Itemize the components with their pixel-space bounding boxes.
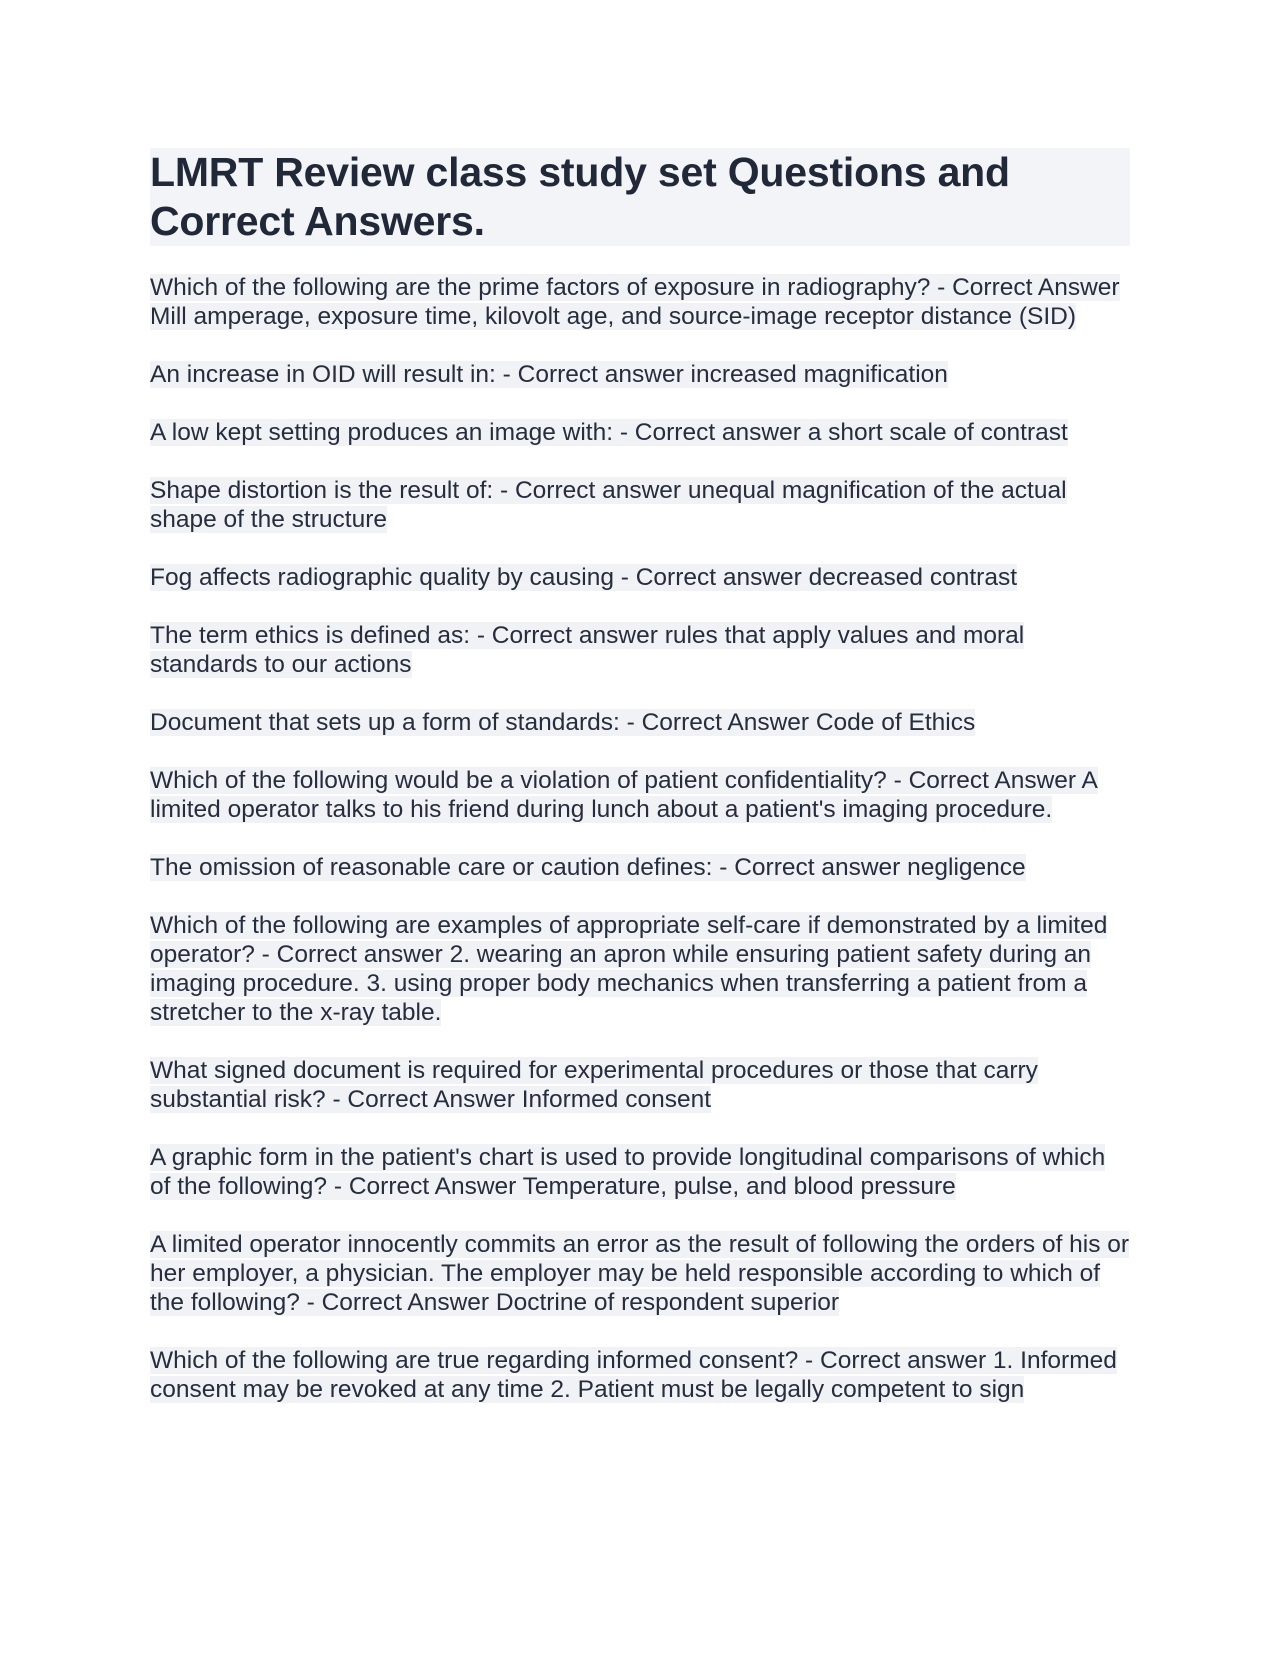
- qa-item: [150, 1143, 1130, 1201]
- qa-item: [150, 911, 1130, 1027]
- document-page: [150, 148, 1130, 1433]
- qa-item: [150, 360, 1130, 389]
- qa-text: A limited operator innocently commits an error as the result of following the orders of his or her employer, a physician. The employer may be held responsible according to which of the following? - Correct Answer Doctrine of respondent superior: [150, 1231, 1130, 1316]
- qa-item: [150, 1230, 1130, 1317]
- qa-item: [150, 418, 1130, 447]
- qa-item: [150, 273, 1130, 331]
- document-title: LMRT Review class study set Questions and Correct Answers.: [150, 148, 1130, 246]
- qa-item: [150, 1346, 1130, 1404]
- qa-item: [150, 708, 1130, 737]
- qa-item: [150, 853, 1130, 882]
- qa-item: [150, 766, 1130, 824]
- qa-item: [150, 621, 1130, 679]
- qa-text: Which of the following are the prime factors of exposure in radiography? - Correct Answer Mill amperage, exposure time, kilovolt age, and source-image receptor distance (SID): [150, 274, 1120, 330]
- qa-text: What signed document is required for experimental procedures or those that carry substantial risk? - Correct Answer Informed consent: [150, 1057, 1038, 1113]
- qa-item: [150, 1056, 1130, 1114]
- qa-text: Which of the following are examples of appropriate self-care if demonstrated by a limited operator? - Correct answer 2. wearing an apron while ensuring patient safety during an imaging procedure. 3. using proper body mechanics when transferring a patient from a stretcher to the x-ray table.: [150, 912, 1108, 1026]
- qa-list: [150, 273, 1130, 1404]
- qa-text: Shape distortion is the result of: - Correct answer unequal magnification of the actual shape of the structure: [150, 477, 1067, 533]
- qa-text: The omission of reasonable care or caution defines: - Correct answer negligence: [150, 854, 1026, 881]
- qa-text: Fog affects radiographic quality by causing - Correct answer decreased contrast: [150, 564, 1018, 591]
- qa-text: An increase in OID will result in: - Correct answer increased magnification: [150, 361, 948, 388]
- qa-item: [150, 563, 1130, 592]
- qa-text: The term ethics is defined as: - Correct answer rules that apply values and moral standards to our actions: [150, 622, 1025, 678]
- qa-item: [150, 476, 1130, 534]
- qa-text: Document that sets up a form of standards: - Correct Answer Code of Ethics: [150, 709, 976, 736]
- qa-text: A graphic form in the patient's chart is used to provide longitudinal comparisons of which of the following? - Correct Answer Temperature, pulse, and blood pressure: [150, 1144, 1106, 1200]
- qa-text: Which of the following would be a violation of patient confidentiality? - Correct Answer A limited operator talks to his friend during lunch about a patient's imaging procedure.: [150, 767, 1098, 823]
- qa-text: Which of the following are true regarding informed consent? - Correct answer 1. Informed consent may be revoked at any time 2. Patient must be legally competent to sign: [150, 1347, 1117, 1403]
- qa-text: A low kept setting produces an image with: - Correct answer a short scale of contrast: [150, 419, 1068, 446]
